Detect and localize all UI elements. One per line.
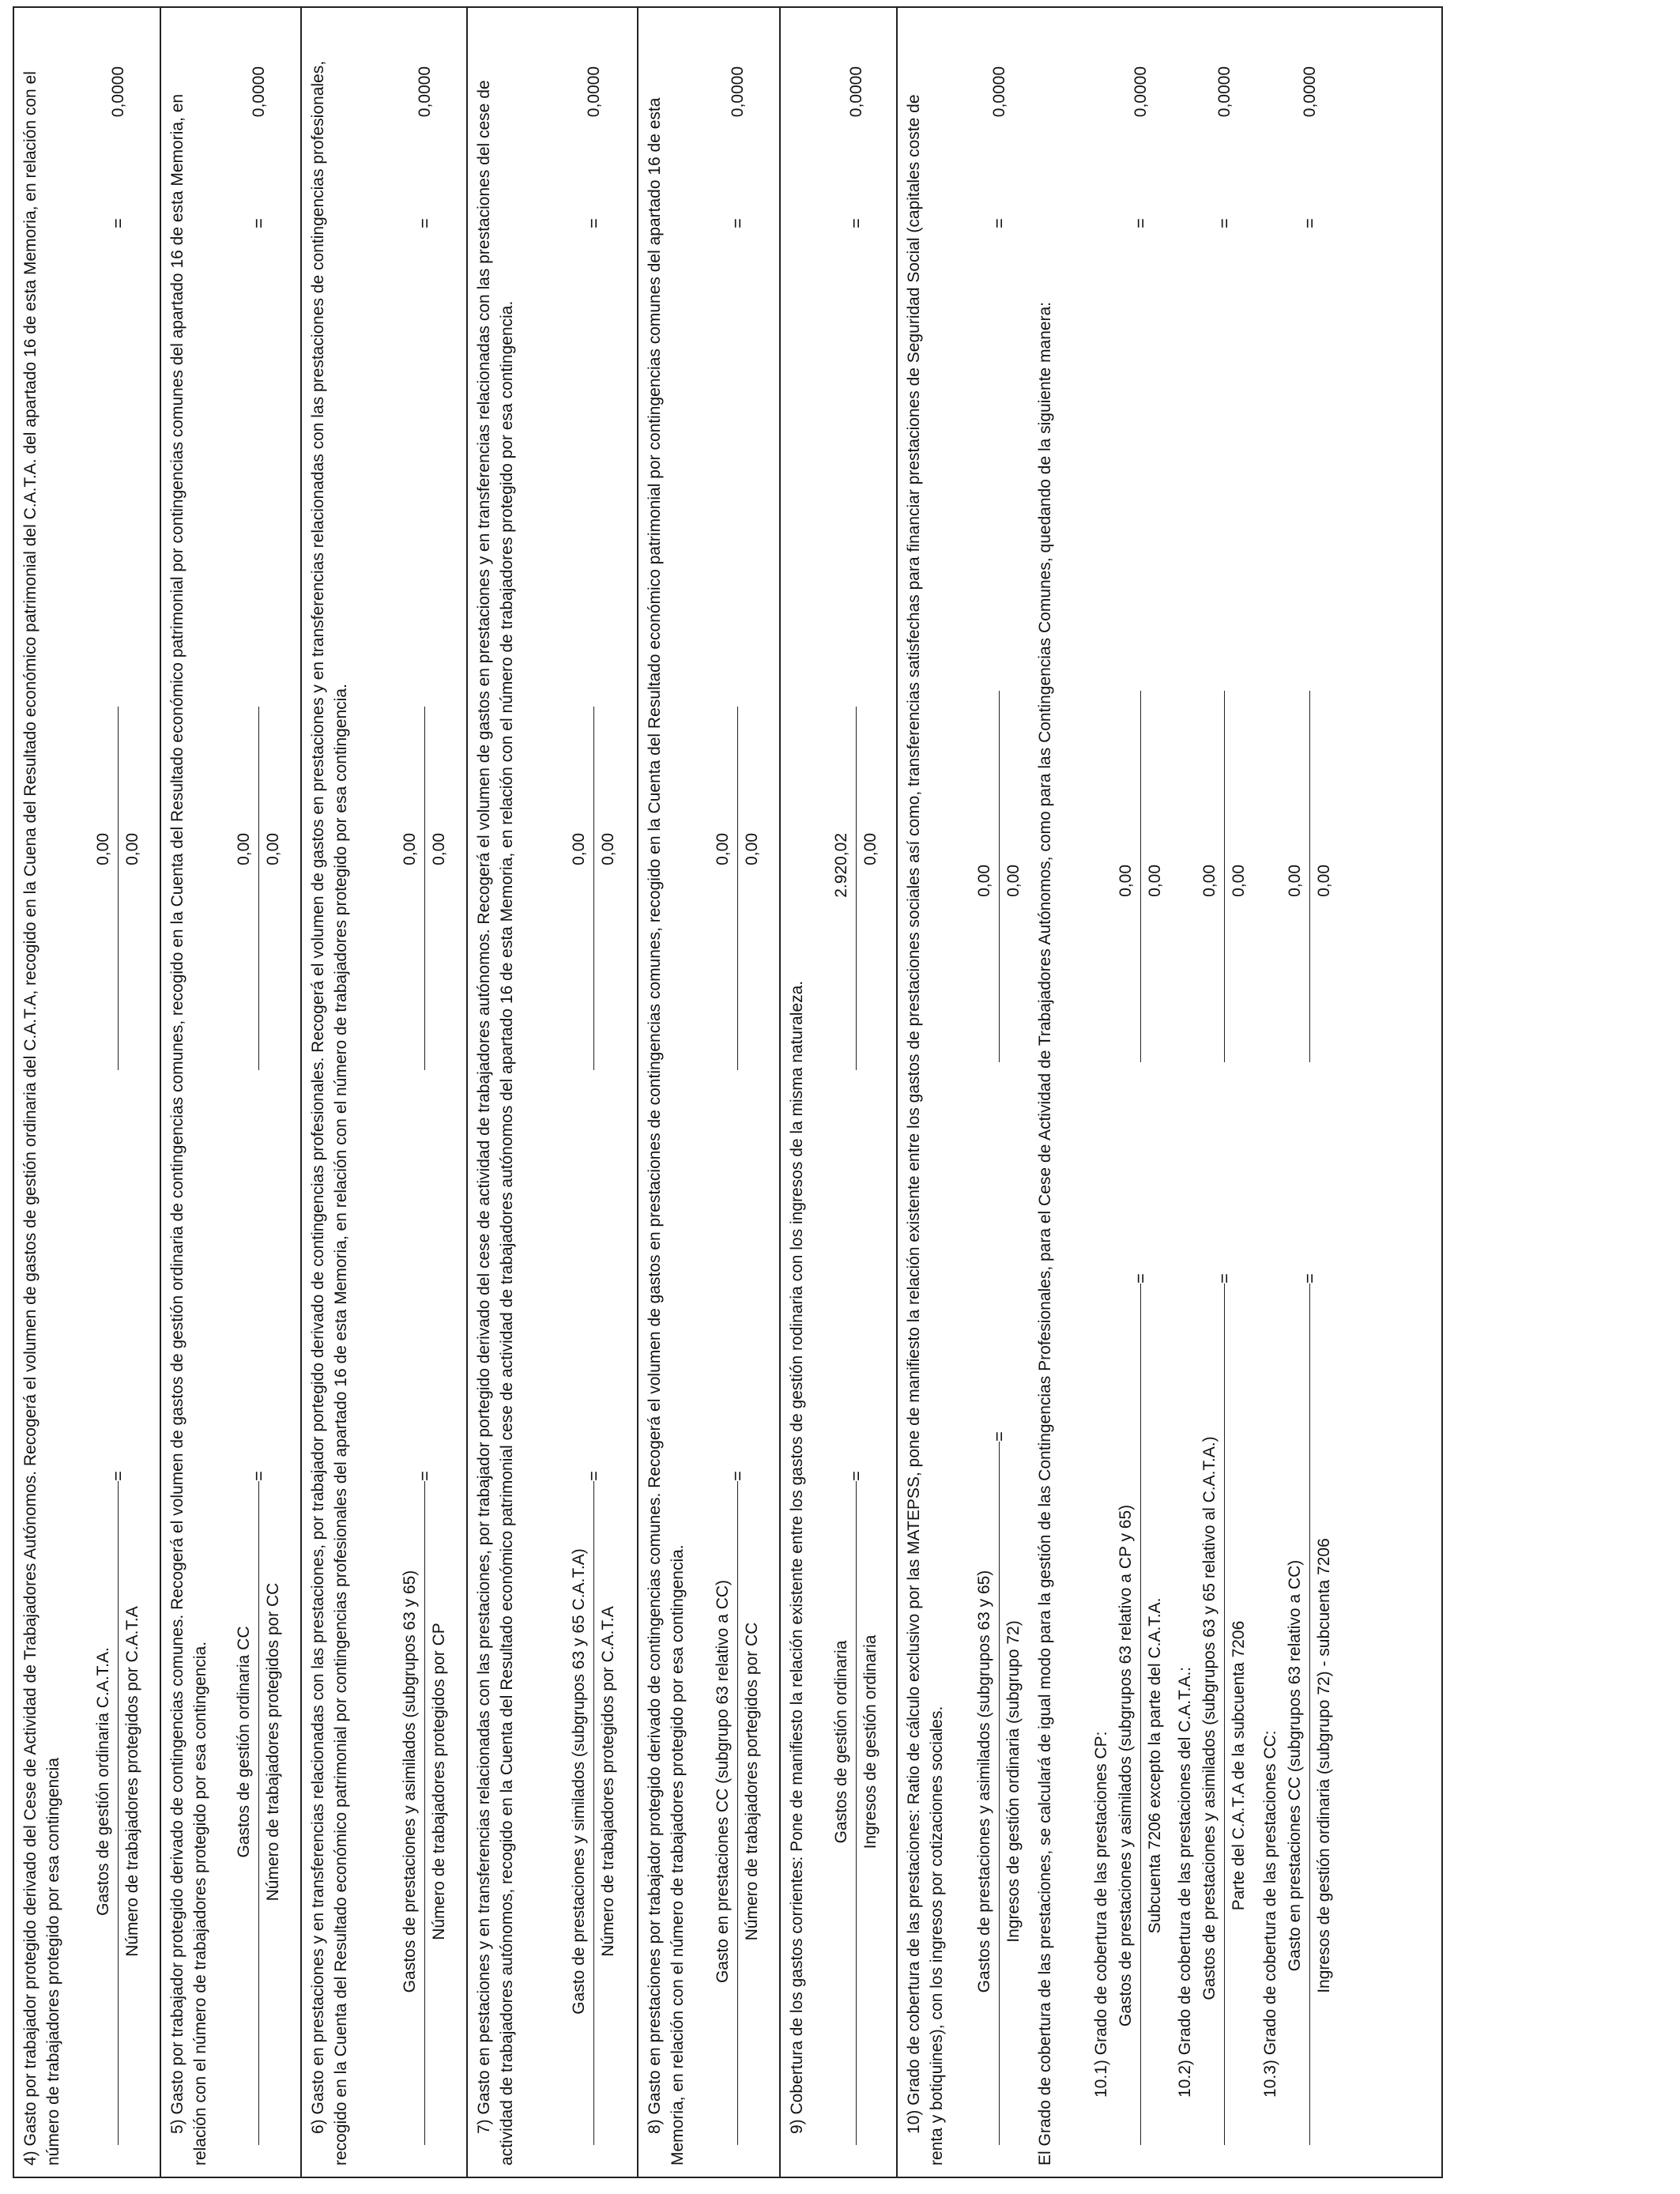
equals-sign: = [846, 218, 866, 228]
equals-sign: = [989, 1431, 1009, 1442]
result-value: 0,0000 [1132, 66, 1150, 118]
denominator-value: 0,00 [599, 833, 617, 865]
result-value: 0,0000 [847, 66, 865, 118]
section-paragraph: 4) Gasto por trabajador protegido derivado del Cese de Actividad de Trabajadores Autónomos. Recogerá el volumen de gastos de gestión ordinaria del C.A.T.A, recogido en la Cuena del Resultado económico patrimonial del C.A.T.A. del apartado 16 de esta Memoria, en relación con el número de trabajadores protegido por esa contingencia [21, 71, 62, 2166]
equals-sign: = [1215, 218, 1234, 228]
numerator-value: 0,00 [1286, 865, 1304, 897]
section-9 [781, 8, 898, 2177]
denominator-value: 0,00 [861, 833, 880, 865]
fraction-line [424, 1481, 425, 2145]
equals-sign: = [728, 218, 748, 228]
result-value: 0,0000 [729, 66, 747, 118]
subsection-heading: 10.2) Grado de cobertura de las prestaciones del C.A.T.A.: [1176, 1666, 1194, 2098]
numerator-label: Gastos de gestión ordinaria C.A.T.A. [94, 1647, 112, 1916]
equals-sign: = [249, 218, 269, 228]
denominator-label: Subcuenta 7206 excepto la parte del C.A.T.A. [1146, 1597, 1164, 1934]
equals-sign: = [108, 1471, 128, 1481]
numerator-label: Gastos de prestaciones y asimilados (subgrupos 63 y 65) [401, 1570, 419, 1993]
fraction-line [424, 707, 425, 1070]
section-4 [14, 8, 161, 2177]
fraction-line [258, 1481, 259, 2145]
numerator-label: Gasto en prestaciones CC (subgrupos 63 relativo a CC) [1286, 1559, 1304, 1972]
equals-sign: = [415, 1471, 435, 1481]
fraction-line [737, 707, 738, 1070]
fraction-line [1224, 691, 1225, 1062]
fraction-line [118, 1481, 119, 2145]
section-8 [638, 8, 781, 2177]
denominator-value: 0,00 [430, 833, 448, 865]
fraction-line [737, 1481, 738, 2145]
equals-sign: = [584, 218, 604, 228]
section-10 [898, 8, 1443, 2177]
equals-sign: = [1131, 1273, 1151, 1284]
section-paragraph: 9) Cobertura de los gastos corrientes: Pone de manifiesto la relación existente entre los gastos de gestión rodinaria con los ingresos de la misma naturaleza. [788, 980, 806, 2134]
denominator-value: 0,00 [123, 833, 141, 865]
equals-sign: = [249, 1471, 269, 1481]
equals-sign: = [989, 218, 1009, 228]
denominator-label: Número de trabajadores protegidos por CP [430, 1623, 448, 1940]
fraction-line [118, 707, 119, 1070]
denominator-value: 0,00 [743, 833, 761, 865]
denominator-label: Número de trabajadores portegidos por CC [743, 1622, 761, 1941]
numerator-label: Gastos de prestaciones y asimilados (subgrupos 63 y 65 relativo al C.A.T.A.) [1200, 1436, 1219, 2000]
numerator-label: Gasto en prestaciones CC (subgrupo 63 relativo a CC) [714, 1579, 732, 1984]
fraction-line [999, 1442, 1000, 2145]
fraction-line [1309, 1284, 1310, 2145]
denominator-label: Ingresos de gestión ordinaria [861, 1634, 880, 1849]
equals-sign: = [1300, 218, 1320, 228]
section-6 [302, 8, 468, 2177]
denominator-label: Número de trabajadores protegidos por C.A.T.A [599, 1606, 617, 1957]
equals-sign: = [846, 1471, 866, 1481]
numerator-label: Gastos de prestaciones y asimilados (subgrupos 63 y 65) [975, 1570, 993, 1993]
denominator-label: Ingresos de gestión ordinaria (subgrupo 72) - subcuenta 7206 [1315, 1538, 1333, 1993]
fraction-line [856, 1481, 857, 2145]
fraction-line [1140, 1284, 1141, 2145]
numerator-value: 0,00 [714, 833, 732, 865]
equals-sign: = [728, 1471, 748, 1481]
numerator-label: Gasto de prestaciones y similados (subgrupos 63 y 65 C.A.T.A) [570, 1548, 588, 2015]
section-paragraph: 6) Gasto en prestaciones y en transferencias relacionadas con las prestaciones, por trabajador portegido derivado de contingencias profesionales. Recogerá el volumen de gastos en prestaciones y en transferencias relacionadas con las prestaciones de contingencias profesionales, recogido en la Cuenta del Resultado económico patrimonial por contingencias profesionales del apartado 16 de esta Memoria, en relación con el número de trabajadores protegido por esa contingencia. [309, 60, 350, 2166]
numerator-value: 2.920,02 [832, 833, 850, 898]
denominator-label: Parte del C.A.T.A de la subcuenta 7206 [1230, 1620, 1248, 1911]
numerator-value: 0,00 [235, 833, 253, 865]
subsection-heading: 10.1) Grado de cobertura de las prestaciones CP: [1092, 1731, 1110, 2098]
equals-sign: = [415, 218, 435, 228]
section-7 [468, 8, 638, 2177]
denominator-value: 0,00 [1004, 865, 1023, 897]
numerator-value: 0,00 [975, 865, 993, 897]
equals-sign: = [584, 1471, 604, 1481]
fraction-line [856, 707, 857, 1070]
result-value: 0,0000 [585, 66, 603, 118]
denominator-value: 0,00 [1315, 865, 1333, 897]
section-paragraph: 10) Grado de cobertura de las prestaciones: Ratio de cálculo exclusivo por las MATEPSS, pone de manifiesto la relación existente entre los gastos de prestaciones sociales así como, transferencias satisfechas para financiar prestaciones de Seguridad Social (capitales coste de renta y botiquines), con los ingresos por cotizaciones sociales. [905, 94, 946, 2166]
result-value: 0,0000 [1215, 66, 1234, 118]
section-paragraph: 5) Gasto por trabajador protegido derivado de contingencias comunes. Recogerá el volumen de gastos de gestión ordinaria de contingencias comunes, recogido en la Cuenta del Resultado económico patrimonial por contingencias comunes del apartado 16 de esta Memoria, en relación con el número de trabajadores protegido por esa contingencia. [168, 93, 209, 2166]
section-paragraph: 8) Gasto en prestaciones por trabajador protegido derivado de contingencias comunes. Recogerá el volumen de gastos en prestaciones de contingencias comunes, recogido en la Cuenta del Resultado económico patrimonial por contingencias comunes del apartado 16 de esta Memoria, en relación con el número de trabajadores protegido por esa contingencia. [646, 97, 687, 2166]
denominator-value: 0,00 [1230, 865, 1248, 897]
fraction-line [999, 691, 1000, 1062]
result-value: 0,0000 [1301, 66, 1319, 118]
numerator-value: 0,00 [570, 833, 588, 865]
denominator-label: Número de trabajadores protegidos por C.A.T.A [123, 1606, 141, 1957]
numerator-label: Gastos de gestión ordinaria [832, 1640, 850, 1844]
denominator-value: 0,00 [264, 833, 282, 865]
equals-sign: = [1215, 1273, 1234, 1284]
fraction-line [1224, 1284, 1225, 2145]
denominator-label: Ingresos de gestión ordinaria (subgrupo 72) [1004, 1620, 1023, 1943]
equals-sign: = [1300, 1273, 1320, 1284]
note-paragraph: El Grado de cobertura de las prestaciones, se calculará de igual modo para la gestión de las Contingencias Profesionales, para el Cese de Actividad de Trabajadores Autónomos, como para las Contingencias Comunes, quedando de la siguiente manera: [1036, 301, 1054, 2166]
denominator-value: 0,00 [1146, 865, 1164, 897]
numerator-label: Gastos de prestaciones y asimilados (subgrupos 63 relativo a CP y 65) [1117, 1504, 1135, 2027]
section-paragraph: 7) Gasto en pestaciones y en transferencias relacionadas con las prestaciones, por trabajador portegido derivado del cese de actividad de trabajadores autónomos. Recogerá el volumen de gastos en prestaciones y en transferencias relacionadas con las prestaciones del cese de actividad de trabajadores autónomos, recogido en la Cuenta del Resultado económico patrimonial cese de actividad de trabajadores autónomos del apartado 16 de esta Memoria, en relación con el número de trabajadores protegido por esa contingencia. [475, 80, 516, 2166]
numerator-label: Gastos de gestión ordinaria CC [235, 1626, 253, 1858]
numerator-value: 0,00 [1200, 865, 1219, 897]
fraction-line [258, 707, 259, 1070]
result-value: 0,0000 [109, 66, 127, 118]
equals-sign: = [108, 218, 128, 228]
numerator-value: 0,00 [94, 833, 112, 865]
result-value: 0,0000 [416, 66, 434, 118]
fraction-line [1140, 691, 1141, 1062]
ratio-table [13, 6, 1443, 2178]
result-value: 0,0000 [990, 66, 1008, 118]
equals-sign: = [1131, 218, 1151, 228]
numerator-value: 0,00 [1117, 865, 1135, 897]
result-value: 0,0000 [250, 66, 268, 118]
rotated-page-frame [13, 6, 1443, 2178]
fraction-line [593, 707, 594, 1070]
numerator-value: 0,00 [401, 833, 419, 865]
section-5 [161, 8, 302, 2177]
denominator-label: Número de trabajadores protegidos por CC [264, 1582, 282, 1902]
fraction-line [1309, 691, 1310, 1062]
subsection-heading: 10.3) Grado de cobertura de las prestaciones CC: [1261, 1730, 1279, 2098]
fraction-line [593, 1481, 594, 2145]
